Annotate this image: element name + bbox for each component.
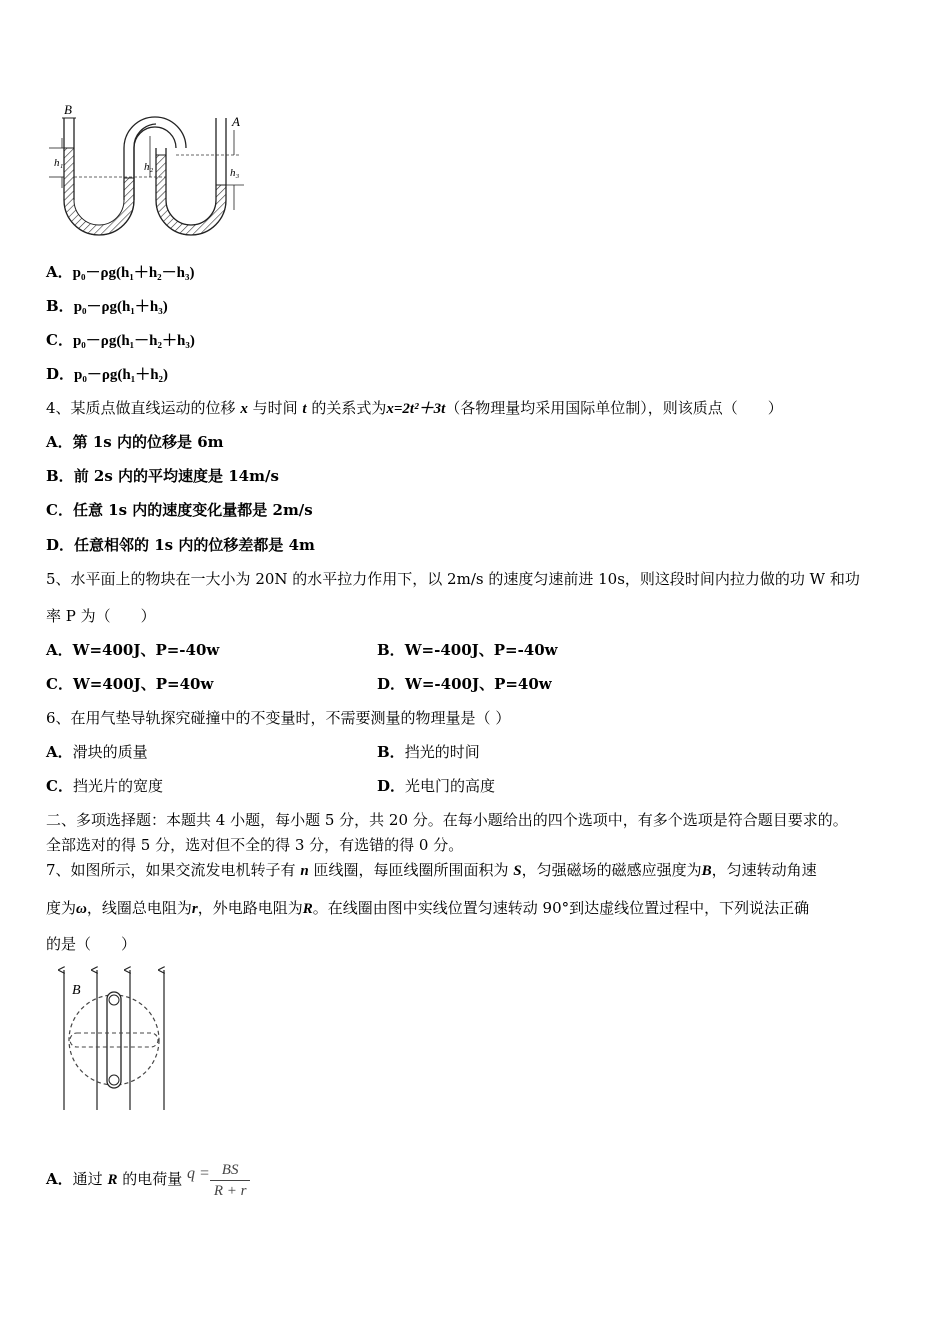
option-key: A． bbox=[46, 1170, 73, 1188]
q5-stem-line2: 率 P 为（ ） bbox=[46, 607, 156, 625]
option-text: 光电门的高度 bbox=[405, 777, 496, 795]
q6-option-b bbox=[377, 742, 480, 762]
q4-formula: x=2t²＋3t bbox=[386, 401, 446, 417]
option-text: 任意相邻的 1s 内的位移差都是 4m bbox=[74, 536, 315, 554]
u-tube-figure bbox=[44, 100, 254, 240]
fraction-denominator: R + r bbox=[213, 1182, 247, 1199]
label-h1: h₁ bbox=[54, 157, 64, 169]
option-key: A． bbox=[46, 743, 73, 761]
option-text: 挡光的时间 bbox=[404, 743, 480, 761]
q7-stem-part: 7、如图所示，如果交流发电机转子有 bbox=[46, 861, 296, 879]
option-text: W=400J、P=-40w bbox=[72, 641, 220, 659]
q5-option-c bbox=[46, 674, 213, 694]
q3-option-b bbox=[46, 296, 168, 317]
q5-option-b bbox=[377, 640, 558, 660]
q4-option-a bbox=[46, 432, 224, 452]
label-h2: h₂ bbox=[144, 161, 154, 173]
q7-option-a bbox=[46, 1150, 250, 1204]
option-key: A． bbox=[46, 263, 73, 281]
q4-stem bbox=[46, 398, 783, 419]
option-text: 通过 bbox=[72, 1170, 103, 1188]
var-x: x bbox=[240, 401, 248, 417]
q4-option-c bbox=[46, 500, 313, 520]
option-text: p₀－ρg(h₁－h₂＋h₃) bbox=[72, 333, 195, 349]
option-text: 前 2s 内的平均速度是 14m/s bbox=[73, 467, 279, 485]
option-text: 挡光片的宽度 bbox=[72, 777, 163, 795]
option-key: B． bbox=[377, 641, 405, 659]
q4-stem-part: （各物理量均采用国际单位制），则该质点（ ） bbox=[445, 399, 783, 417]
option-text: 的电荷量 bbox=[122, 1170, 183, 1188]
q5-option-d bbox=[377, 674, 552, 694]
option-text: 任意 1s 内的速度变化量都是 2m/s bbox=[72, 501, 313, 519]
option-key: D． bbox=[377, 675, 406, 693]
q3-option-a bbox=[46, 262, 195, 283]
var-t: t bbox=[302, 401, 307, 417]
q6-option-c bbox=[46, 776, 163, 796]
q7-stem-line2 bbox=[46, 898, 809, 919]
option-key: C． bbox=[46, 331, 73, 349]
charge-fraction bbox=[210, 1160, 251, 1201]
q4-stem-part: 与时间 bbox=[252, 399, 298, 417]
option-key: A． bbox=[46, 433, 73, 451]
label-B-field: B bbox=[72, 983, 81, 998]
option-key: D． bbox=[46, 365, 75, 383]
tube-right bbox=[176, 148, 216, 210]
q7-stem-part: 。在线圈由图中实线位置匀速转动 90°到达虚线位置过程中，下列说法正确 bbox=[312, 899, 810, 917]
q7-stem-part: ，线圈总电阻为 bbox=[86, 899, 192, 917]
q7-stem-part: 度为 bbox=[46, 899, 77, 917]
option-key: C． bbox=[46, 675, 73, 693]
option-text: p₀－ρg(h₁＋h₂－h₃) bbox=[72, 265, 195, 281]
label-B: B bbox=[64, 102, 72, 117]
q3-option-c bbox=[46, 330, 195, 351]
var-omega: ω bbox=[76, 901, 87, 917]
option-key: A． bbox=[46, 641, 73, 659]
option-text: p₀－ρg(h₁＋h₃) bbox=[73, 299, 168, 315]
label-A: A bbox=[232, 114, 240, 129]
rotor-field-figure bbox=[54, 966, 174, 1114]
q7-stem-line3: 的是（ ） bbox=[46, 935, 137, 953]
option-key: B． bbox=[46, 297, 74, 315]
q3-option-d bbox=[46, 364, 168, 385]
q4-stem-part: 4、某质点做直线运动的位移 bbox=[46, 399, 236, 417]
option-key: C． bbox=[46, 777, 73, 795]
tube-top-bend-inner bbox=[134, 127, 176, 200]
q6-option-a bbox=[46, 742, 148, 762]
q6-option-d bbox=[377, 776, 495, 796]
q7-stem-line1 bbox=[46, 860, 817, 881]
option-text: 第 1s 内的位移是 6m bbox=[72, 433, 224, 451]
option-text: W=-400J、P=40w bbox=[405, 675, 552, 693]
fraction-numerator: BS bbox=[210, 1160, 251, 1181]
option-text: 滑块的质量 bbox=[72, 743, 148, 761]
var-r: r bbox=[191, 901, 198, 917]
section2-line2: 全部选对的得 5 分，选对但不全的得 3 分，有选错的得 0 分。 bbox=[46, 836, 464, 854]
q7-stem-part: ，外电路电阻为 bbox=[197, 899, 303, 917]
option-text: p₀－ρg(h₁＋h₂) bbox=[74, 367, 169, 383]
option-text: W=400J、P=40w bbox=[72, 675, 214, 693]
option-key: D． bbox=[377, 777, 406, 795]
q4-stem-part: 的关系式为 bbox=[311, 399, 387, 417]
option-key: B． bbox=[46, 467, 74, 485]
option-key: D． bbox=[46, 536, 75, 554]
label-h3: h₃ bbox=[230, 167, 240, 179]
q4-option-b bbox=[46, 466, 279, 486]
var-n: n bbox=[300, 863, 309, 879]
var-B: B bbox=[701, 863, 712, 879]
option-text: W=-400J、P=-40w bbox=[404, 641, 558, 659]
q7-stem-part: 匝线圈，每匝线圈所围面积为 bbox=[313, 861, 509, 879]
option-key: C． bbox=[46, 501, 73, 519]
var-S: S bbox=[513, 863, 522, 879]
q5-option-a bbox=[46, 640, 219, 660]
q5-stem-line1: 5、水平面上的物块在一大小为 20N 的水平拉力作用下，以 2m/s 的速度匀速前进 10s，则这段时间内拉力做的功 W 和功 bbox=[46, 570, 860, 588]
q7-stem-part: ，匀强磁场的磁感应强度为 bbox=[521, 861, 702, 879]
var-R: R bbox=[107, 1172, 118, 1188]
q6-stem: 6、在用气垫导轨探究碰撞中的不变量时，不需要测量的物理量是（ ） bbox=[46, 709, 511, 727]
option-key: B． bbox=[377, 743, 405, 761]
section2-line1: 二、多项选择题：本题共 4 小题，每小题 5 分，共 20 分。在每小题给出的四个选项中，有多个选项是符合题目要求的。 bbox=[46, 811, 848, 829]
q4-option-d bbox=[46, 535, 315, 555]
formula-lhs: q = bbox=[187, 1165, 210, 1182]
q7-stem-part: ，匀速转动角速 bbox=[711, 861, 817, 879]
var-R: R bbox=[302, 901, 313, 917]
